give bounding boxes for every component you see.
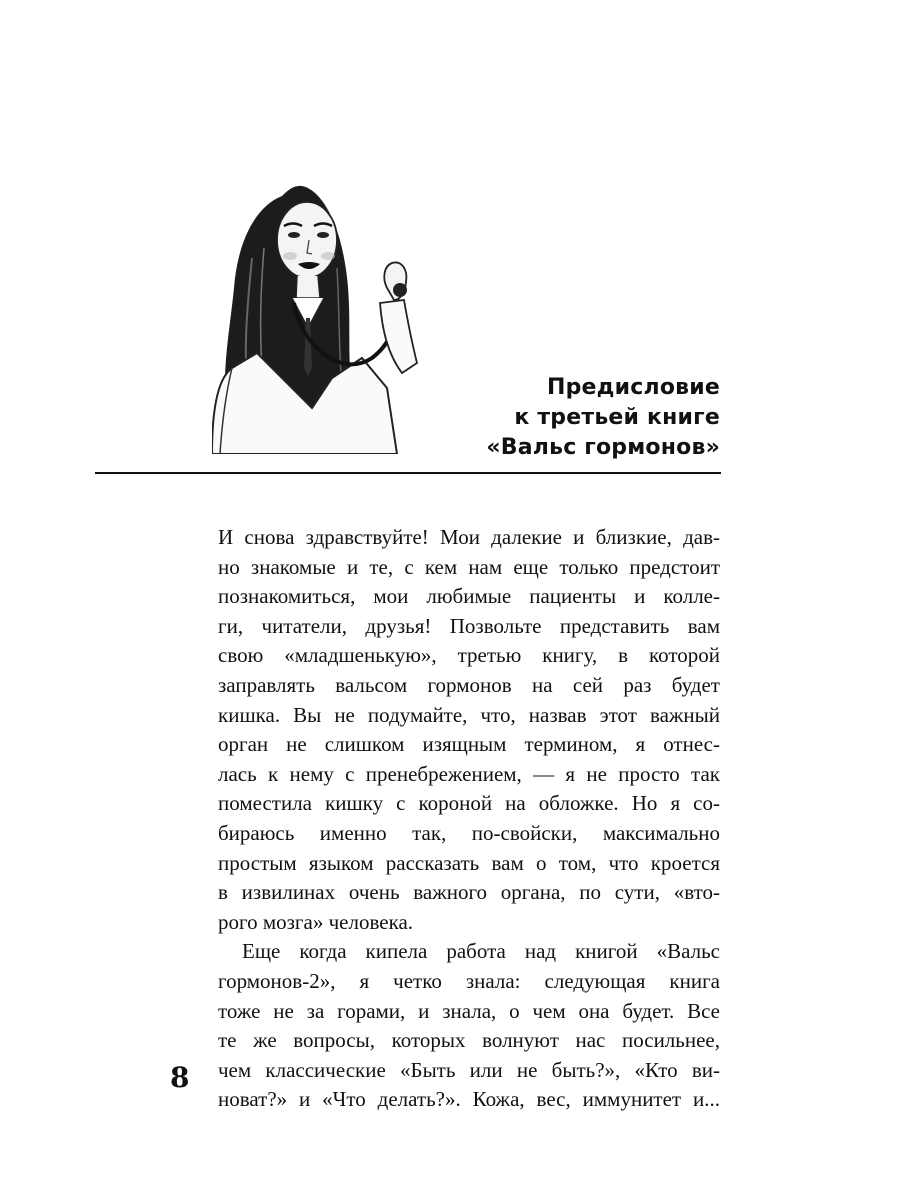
- text-line: орган не слишком изящным термином, я отнес-: [218, 732, 720, 757]
- chapter-title-line: «Вальс гормонов»: [486, 435, 720, 460]
- text-line: заправлять вальсом гормонов на сей раз будет: [218, 672, 720, 697]
- text-line: ги, читатели, друзья! Позвольте представить вам: [218, 613, 720, 638]
- text-line: простым языком рассказать вам о том, что кроется: [218, 850, 720, 875]
- text-line: в извилинах очень важного органа, по сути, «вто-: [218, 880, 720, 905]
- horizontal-rule: [95, 472, 721, 474]
- chapter-title-line: Предисловие: [547, 375, 720, 400]
- author-illustration: [212, 178, 424, 454]
- text-line: свою «младшенькую», третью книгу, в которой: [218, 643, 720, 668]
- text-line: познакомиться, мои любимые пациенты и колле-: [218, 584, 720, 609]
- woman-with-stethoscope-icon: [212, 178, 424, 454]
- text-line: бираюсь именно так, по-свойски, максимально: [218, 820, 720, 845]
- text-line: тоже не за горами, и знала, о чем она будет. Все: [218, 998, 720, 1023]
- text-line: чем классические «Быть или не быть?», «Кто ви-: [218, 1057, 720, 1082]
- text-line: те же вопросы, которых волнуют нас посильнее,: [218, 1028, 720, 1053]
- text-line: Еще когда кипела работа над книгой «Вальс: [242, 939, 720, 964]
- text-line: поместила кишку с короной на обложке. Но я со-: [218, 791, 720, 816]
- text-line: кишка. Вы не подумайте, что, назвав этот важный: [218, 702, 720, 727]
- text-line: лась к нему с пренебрежением, — я не просто так: [218, 761, 720, 786]
- text-line: но знакомые и те, с кем нам еще только предстоит: [218, 554, 720, 579]
- page-number: 8: [170, 1061, 190, 1094]
- chapter-title: [420, 373, 720, 463]
- text-line: гормонов-2», я четко знала: следующая книга: [218, 968, 720, 993]
- text-line: новат?» и «Что делать?». Кожа, вес, иммунитет и...: [218, 1087, 720, 1112]
- chapter-title-line: к третьей книге: [514, 405, 720, 430]
- body-text: [218, 523, 720, 1115]
- text-line: И снова здравствуйте! Мои далекие и близкие, дав-: [218, 525, 720, 549]
- text-line: рого мозга» человека.: [218, 909, 414, 934]
